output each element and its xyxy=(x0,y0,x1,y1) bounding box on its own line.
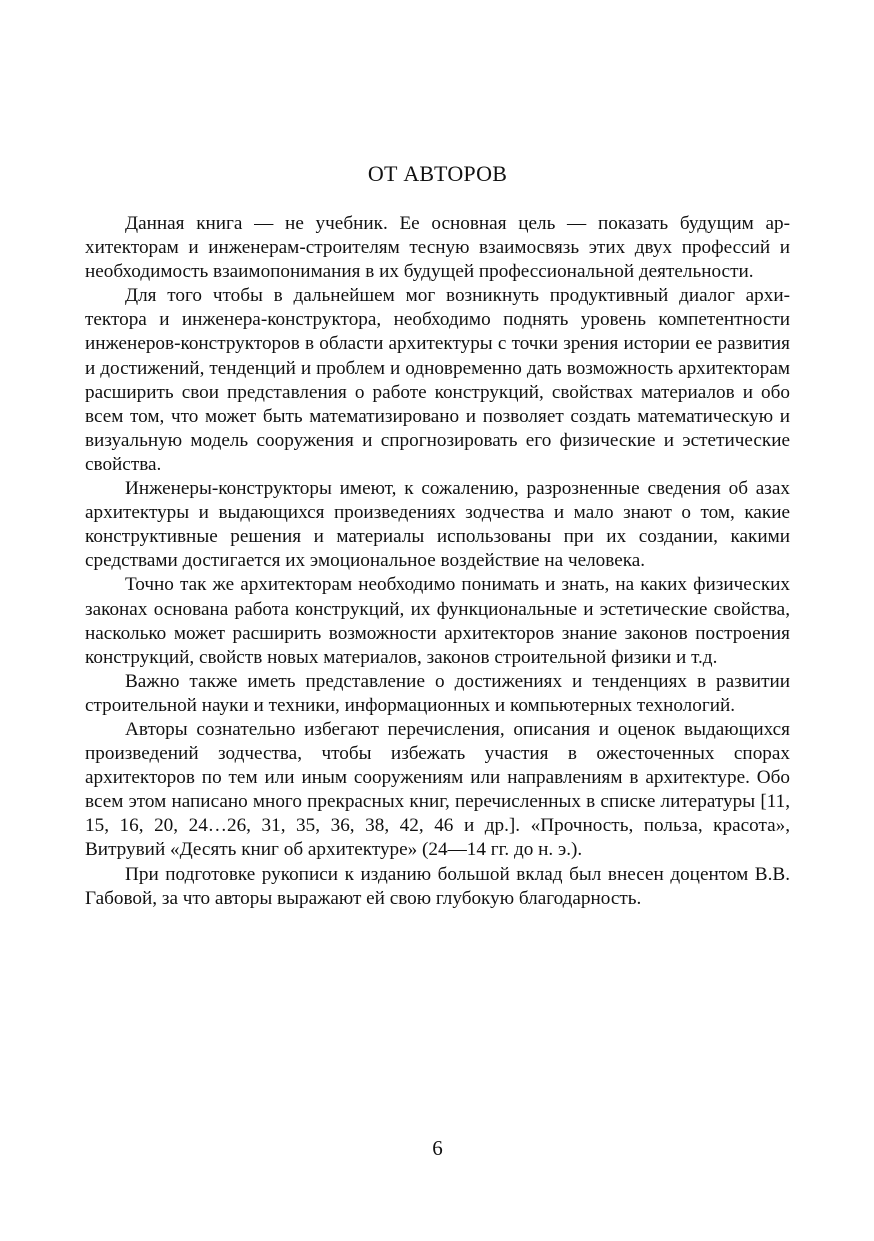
body-text xyxy=(85,212,790,911)
paragraph-7: При подготовке рукописи к изданию большой вклад был внесен доцентом В.В. Габовой, за что авторы выражают ей свою глубокую благодарность. xyxy=(85,863,790,909)
page-number: 6 xyxy=(432,1136,443,1160)
paragraph-1: Данная книга — не учебник. Ее основная цель — показать будущим архитекторам и инженерам-строителям тесную взаимосвязь этих двух профессий и необходимость взаимопонимания в их будущей профессиональной деятельности. xyxy=(85,213,790,283)
paragraph-2: Для того чтобы в дальнейшем мог возникнуть продуктивный диалог архитектора и инженера-конструктора, необходимо поднять уровень компетентности инженеров-конструкторов в области архитектуры с точки зрения истории ее развития и достижений, тенденций и проблем и одновременно дать возможность архитекторам расширить свои представления о работе конструкций, свойствах материалов и обо всем том, что может быть математизировано и позволяет создать математическую и визуальную модель сооружения и спрогнозировать его физические и эстетические свойства. xyxy=(85,285,790,475)
paragraph-3: Инженеры-конструкторы имеют, к сожалению, разрозненные сведения об азах архитектуры и выдающихся произведениях зодчества и мало знают о том, какие конструктивные решения и материалы использованы при их создании, какими средствами достигается их эмоциональное воздействие на человека. xyxy=(85,478,790,572)
paragraph-5: Важно также иметь представление о достижениях и тенденциях в развитии строительной науки и техники, информационных и компьютерных технологий. xyxy=(85,670,790,716)
document-page xyxy=(85,0,790,1241)
paragraph-6: Авторы сознательно избегают перечисления, описания и оценок выдающихся произведений зодчества, чтобы избежать участия в ожесточенных спорах архитекторов по тем или иным сооружениям или направлениям в архитектуре. Обо всем этом написано много прекрасных книг, перечисленных в списке литературы [11, 15, 16, 20, 24…26, 31, 35, 36, 38, 42, 46 и др.]. «Прочность, польза, красота», Витрувий «Десять книг об архитектуре» (24—14 гг. до н. э.). xyxy=(85,718,790,861)
paragraph-4: Точно так же архитекторам необходимо понимать и знать, на каких физических законах основана работа конструкций, их функциональные и эстетические свойства, насколько может расширить возможности архитекторов знание законов построения конструкций, свойств новых материалов, законов строительной физики и т.д. xyxy=(85,574,790,668)
page-title: ОТ АВТОРОВ xyxy=(367,161,508,186)
